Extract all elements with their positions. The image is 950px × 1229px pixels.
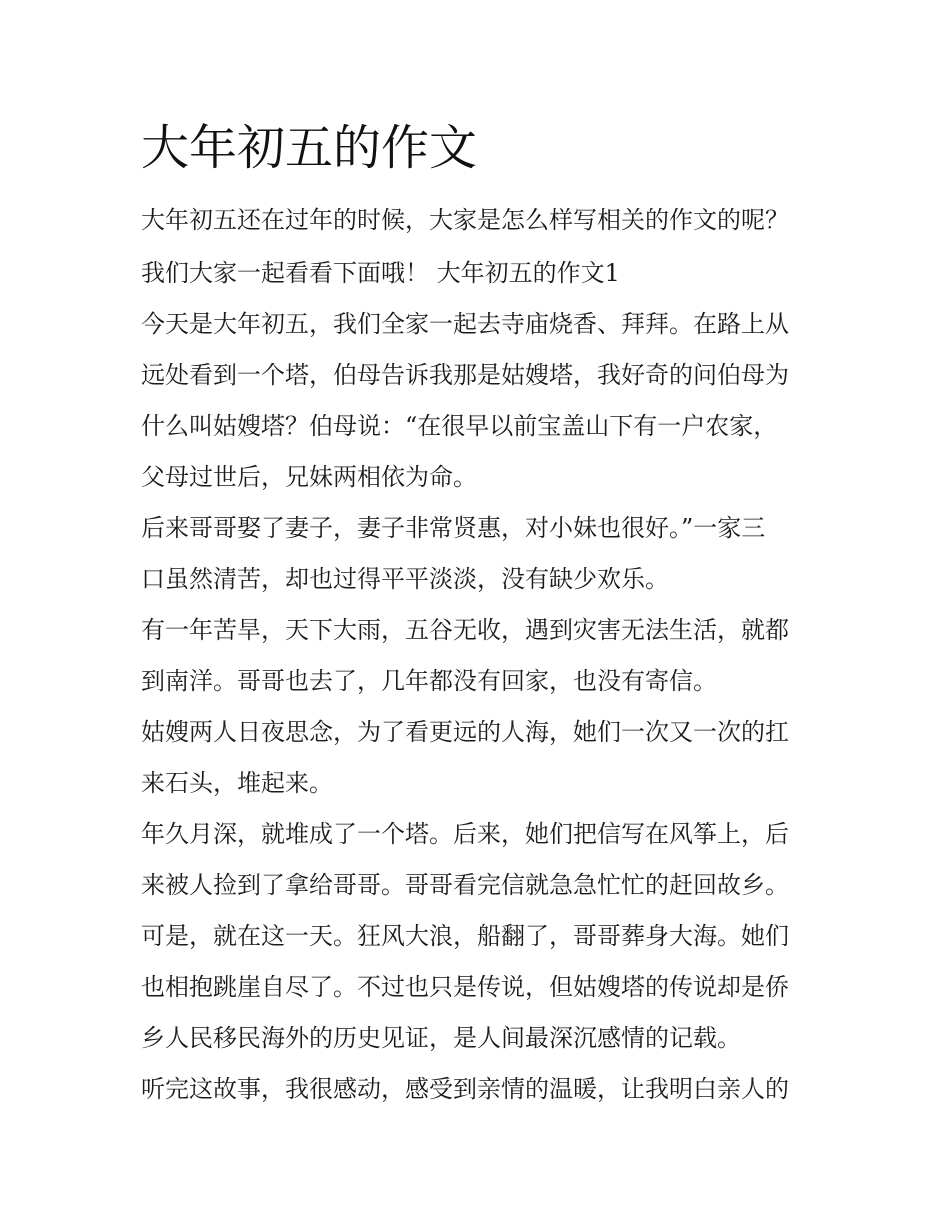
text-line: 什么叫姑嫂塔？伯母说：“在很早以前宝盖山下有一户农家，: [141, 412, 778, 440]
text-line: 听完这故事，我很感动，感受到亲情的温暖，让我明白亲人的: [141, 1075, 789, 1103]
text-line: 也相抱跳崖自尽了。不过也只是传说，但姑嫂塔的传说却是侨: [141, 973, 789, 1001]
text-line: 到南洋。哥哥也去了，几年都没有回家，也没有寄信。: [141, 667, 717, 695]
document-title: 大年初五的作文: [141, 120, 478, 176]
text-line: 来石头，堆起来。: [141, 769, 333, 797]
text-line: 远处看到一个塔，伯母告诉我那是姑嫂塔，我好奇的问伯母为: [141, 361, 789, 389]
text-line: 我们大家一起看看下面哦！ 大年初五的作文1: [141, 259, 620, 287]
text-line: 来被人捡到了拿给哥哥。哥哥看完信就急急忙忙的赶回故乡。: [141, 871, 789, 899]
text-line: 有一年苦旱，天下大雨，五谷无收，遇到灾害无法生活，就都: [141, 616, 789, 644]
text-line: 口虽然清苦，却也过得平平淡淡，没有缺少欢乐。: [141, 565, 669, 593]
text-line: 大年初五还在过年的时候，大家是怎么样写相关的作文的呢？: [141, 206, 789, 234]
text-line: 今天是大年初五，我们全家一起去寺庙烧香、拜拜。在路上从: [141, 310, 789, 338]
text-line: 姑嫂两人日夜思念，为了看更远的人海，她们一次又一次的扛: [141, 718, 789, 746]
text-line: 乡人民移民海外的历史见证，是人间最深沉感情的记载。: [141, 1024, 741, 1052]
text-line: 父母过世后，兄妹两相依为命。: [141, 463, 477, 491]
text-line: 可是，就在这一天。狂风大浪，船翻了，哥哥葬身大海。她们: [141, 922, 789, 950]
text-line: 后来哥哥娶了妻子，妻子非常贤惠，对小妹也很好。”一家三: [141, 514, 766, 542]
text-line: 年久月深，就堆成了一个塔。后来，她们把信写在风筝上，后: [141, 820, 789, 848]
